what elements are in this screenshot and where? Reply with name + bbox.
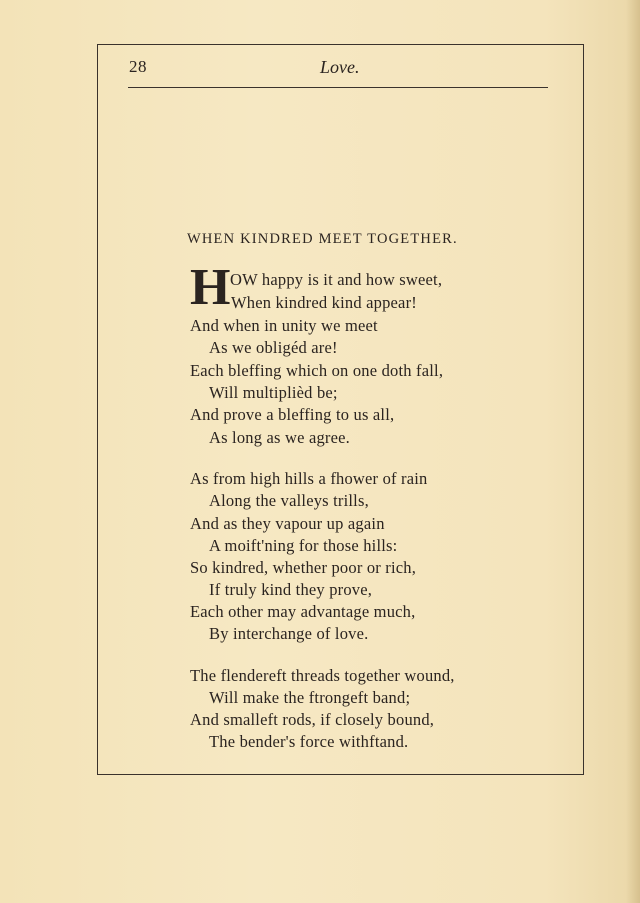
poem-line: And as they vapour up again xyxy=(190,514,385,533)
poem-line: A moift'ning for those hills: xyxy=(209,536,398,555)
poem-title: WHEN KINDRED MEET TOGETHER. xyxy=(187,231,458,247)
poem-line: Will make the ftrongeft band; xyxy=(209,688,411,707)
poem-line: Will multiplièd be; xyxy=(209,383,338,402)
poem-line: The bender's force withftand. xyxy=(209,732,409,751)
poem-line: By interchange of love. xyxy=(209,624,369,643)
poem-line: And prove a bleffing to us all, xyxy=(190,405,395,424)
poem-line: As we obligéd are! xyxy=(209,338,338,357)
poem-line: And when in unity we meet xyxy=(190,316,378,335)
poem-line: So kindred, whether poor or rich, xyxy=(190,558,417,577)
running-head: Love. xyxy=(320,57,360,77)
poem-line: Along the valleys trills, xyxy=(209,491,369,510)
poem-line: If truly kind they prove, xyxy=(209,580,373,599)
poem-line: When kindred kind appear! xyxy=(231,293,417,312)
poem-line: As from high hills a fhower of rain xyxy=(190,469,428,488)
page-number: 28 xyxy=(129,57,147,76)
drop-cap-initial: H xyxy=(190,259,231,316)
poem-line: OW happy is it and how sweet, xyxy=(230,270,443,289)
poem-line: Each bleffing which on one doth fall, xyxy=(190,361,444,380)
poem-line: And smalleft rods, if closely bound, xyxy=(190,710,435,729)
header-rule xyxy=(128,87,548,88)
poem-line: Each other may advantage much, xyxy=(190,602,416,621)
page-edge-shadow xyxy=(626,0,640,903)
poem-line: As long as we agree. xyxy=(209,428,350,447)
poem-line: The flendereft threads together wound, xyxy=(190,666,455,685)
